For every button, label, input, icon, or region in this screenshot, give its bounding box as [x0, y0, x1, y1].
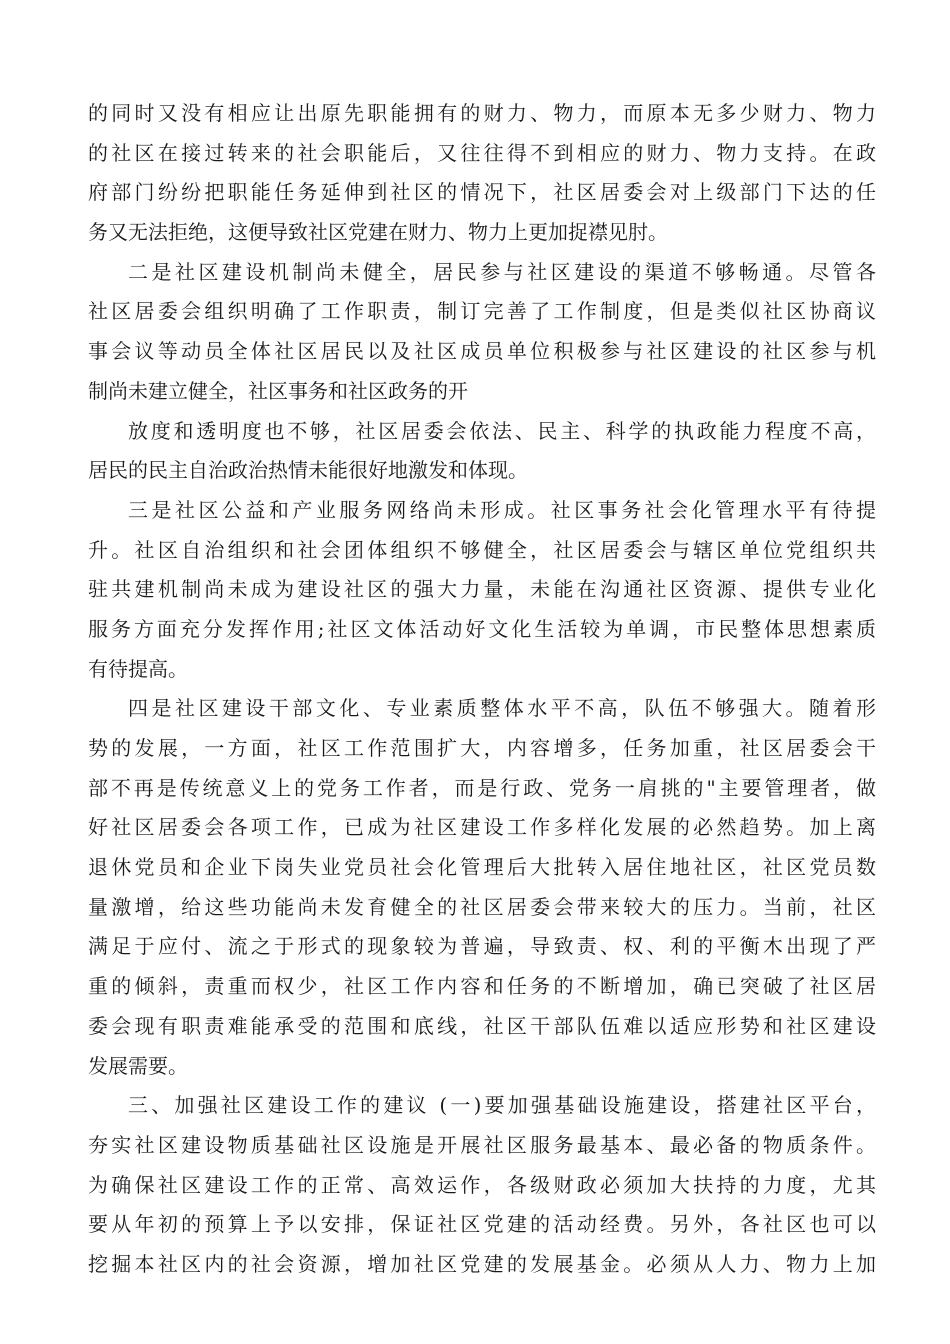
text-line: 量激增，给这些功能尚未发育健全的社区居委会带来较大的压力。当前，社区 — [88, 894, 876, 919]
text-line: 三、加强社区建设工作的建议 (一)要加强基础设施建设，搭建社区平台， — [128, 1093, 876, 1118]
text-line: 挖掘本社区内的社会资源，增加社区党建的发展基金。必须从人力、物力上加 — [88, 1251, 876, 1276]
text-line: 升。社区自治组织和社会团体组织不够健全，社区居委会与辖区单位党组织共 — [88, 537, 876, 562]
text-line: 社区居委会组织明确了工作职责，制订完善了工作制度，但是类似社区协商议 — [88, 299, 876, 324]
text-line: 要从年初的预算上予以安排，保证社区党建的活动经费。另外，各社区也可以 — [88, 1212, 876, 1237]
text-line: 的社区在接过转来的社会职能后，又往往得不到相应的财力、物力支持。在政 — [88, 140, 876, 165]
text-line: 居民的民主自治政治热情未能很好地激发和体现。 — [88, 458, 528, 483]
text-line: 二是社区建设机制尚未健全，居民参与社区建设的渠道不够畅通。尽管各 — [128, 259, 876, 284]
text-line: 务又无法拒绝，这便导致社区党建在财力、物力上更加捉襟见肘。 — [88, 220, 668, 245]
text-line: 为确保社区建设工作的正常、高效运作，各级财政必须加大扶持的力度，尤其 — [88, 1172, 876, 1197]
text-line: 事会议等动员全体社区居民以及社区成员单位积极参与社区建设的社区参与机 — [88, 339, 876, 364]
text-line: 有待提高。 — [88, 656, 188, 681]
text-line: 退休党员和企业下岗失业党员社会化管理后大批转入居住地社区，社区党员数 — [88, 855, 876, 880]
text-line: 发展需要。 — [88, 1053, 188, 1078]
text-line: 三是社区公益和产业服务网络尚未形成。社区事务社会化管理水平有待提 — [128, 497, 876, 522]
text-line: 势的发展，一方面，社区工作范围扩大，内容增多，任务加重，社区居委会干 — [88, 736, 876, 760]
text-line: 的同时又没有相应让出原先职能拥有的财力、物力，而原本无多少财力、物力 — [88, 101, 876, 125]
text-line: 部不再是传统意义上的党务工作者，而是行政、党务一肩挑的"主要管理者，做 — [88, 775, 876, 800]
text-line: 重的倾斜，责重而权少，社区工作内容和任务的不断增加，确已突破了社区居 — [88, 974, 876, 999]
body-text — [88, 94, 876, 1285]
text-line: 委会现有职责难能承受的范围和底线，社区干部队伍难以适应形势和社区建设 — [88, 1013, 876, 1038]
text-line: 满足于应付、流之于形式的现象较为普遍，导致责、权、利的平衡木出现了严 — [88, 934, 876, 959]
text-line: 服务方面充分发挥作用;社区文体活动好文化生活较为单调，市民整体思想素质 — [88, 616, 876, 641]
text-line: 好社区居委会各项工作，已成为社区建设工作多样化发展的必然趋势。加上离 — [88, 815, 876, 840]
text-line: 放度和透明度也不够，社区居委会依法、民主、科学的执政能力程度不高， — [128, 418, 876, 443]
text-line: 驻共建机制尚未成为建设社区的强大力量，未能在沟通社区资源、提供专业化 — [88, 577, 876, 602]
text-line: 四是社区建设干部文化、专业素质整体水平不高，队伍不够强大。随着形 — [128, 696, 876, 721]
text-line: 府部门纷纷把职能任务延伸到社区的情况下，社区居委会对上级部门下达的任 — [88, 180, 876, 205]
text-line: 夯实社区建设物质基础社区设施是开展社区服务最基本、最必备的物质条件。 — [88, 1132, 876, 1157]
text-line: 制尚未建立健全，社区事务和社区政务的开 — [88, 378, 468, 403]
